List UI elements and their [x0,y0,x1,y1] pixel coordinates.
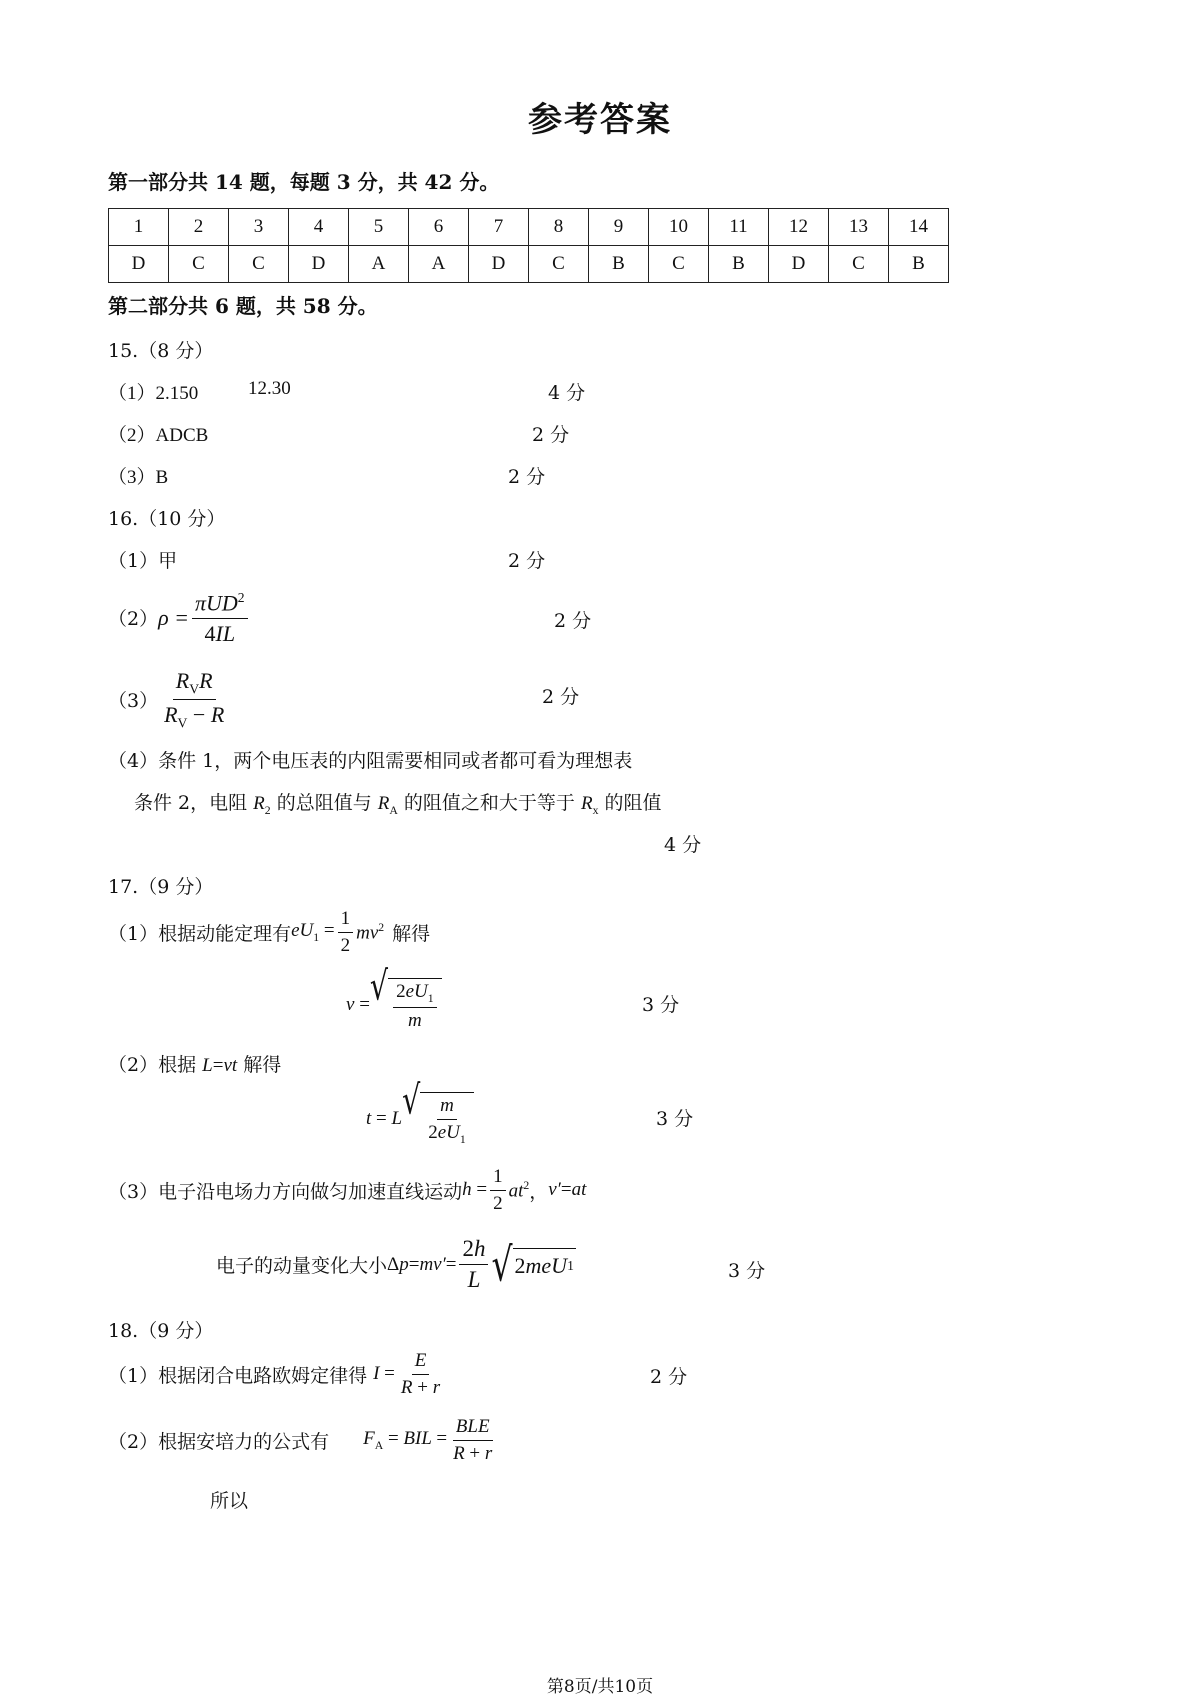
q16-line5-part-a: 条件 2，电阻 [134,792,254,814]
rx-symbol: $R_x$ [580,793,599,817]
ble-fraction: $\frac{\text{BLE}}{R + r}$ [453,1416,493,1464]
rho-fraction: $\frac{\pi UD^2}{4IL}$ [192,590,248,646]
answer-number-cell: 3 [229,209,289,246]
q16-line3-label: （3） [108,690,159,713]
current-formula: I = [373,1363,395,1385]
q17-line5 [108,1166,586,1215]
q17-header: 17.（9 分） [108,876,214,898]
part1-header: 第一部分共 14 题，每题 3 分，共 42 分。 [108,170,500,194]
q17-line2 [346,962,442,1032]
l-vt-formula: L=vt [202,1055,238,1076]
answer-letter-cell: C [829,246,889,283]
half-fraction: $\frac{1}{2}$ [338,908,354,957]
answer-letter-cell: D [109,246,169,283]
answer-letter-cell: B [589,246,649,283]
q17-line3-solve: 解得 [237,1054,282,1076]
r2-symbol: $R_2$ [253,793,271,817]
answer-number-cell: 8 [529,209,589,246]
v-formula: v = [346,994,370,1016]
q16-line4: （4）条件 1，两个电压表的内阻需要相同或者都可看为理想表 [108,750,633,772]
part2-header: 第二部分共 6 题，共 58 分。 [108,294,378,318]
q15-line2: （2）ADCB [108,425,209,446]
ampere-formula: $F_A$ = BIL = [363,1427,448,1452]
e-over-rr-fraction: $\frac{E}{R + r}$ [400,1350,441,1398]
q16-line1: （1）甲 [108,550,178,572]
q18-line2-text: （2）根据安培力的公式有 [108,1430,330,1453]
answer-letter-cell: C [229,246,289,283]
answer-number-cell: 14 [889,209,949,246]
q17-line1 [108,908,430,957]
q16-line2-score: 2 分 [554,610,592,632]
answer-number-row [109,209,949,246]
answer-letter-cell: C [529,246,589,283]
q17-line4-score: 3 分 [656,1108,694,1130]
q15-header: 15.（8 分） [108,340,214,362]
2meu-sqrt: √ 2 meU 1 [491,1237,574,1293]
q17-line5-text: （3）电子沿电场力方向做匀加速直线运动 [108,1180,463,1203]
q17-line2-score: 3 分 [642,994,680,1016]
answer-letter-cell: D [769,246,829,283]
comma-separator: ， [529,1180,549,1203]
answer-table [108,208,949,283]
rho-formula: ρ = [158,604,189,630]
answer-letter-cell: A [349,246,409,283]
q16-line5-part-c: 的阻值之和大于等于 [397,792,581,814]
q18-line1-text: （1）根据闭合电路欧姆定律得 [108,1364,368,1387]
at2-term: $at^2$ [508,1178,530,1201]
answer-number-cell: 4 [289,209,349,246]
q16-line5-score: 4 分 [664,834,702,856]
t-formula: t = L [366,1108,403,1130]
q16-line1-score: 2 分 [508,550,546,572]
h-formula: h = [462,1179,488,1201]
q16-line2 [108,590,251,646]
q17-line3-text: （2）根据 [108,1054,203,1076]
answer-number-cell: 7 [469,209,529,246]
answer-number-cell: 1 [109,209,169,246]
q17-line1-text: （1）根据动能定理有 [108,922,292,945]
q17-line1-solve: 解得 [392,922,431,945]
answer-letter-cell: A [409,246,469,283]
energy-formula: $eU_1$ = [291,919,335,944]
ra-symbol: $R_A$ [377,793,398,817]
q15-line1-second-value: 12.30 [248,378,291,399]
answer-number-cell: 12 [769,209,829,246]
answer-letter-cell: B [709,246,769,283]
q18-line2 [108,1416,498,1465]
q17-line4 [366,1076,474,1146]
q15-line3: （3）B [108,467,169,488]
answer-letter-cell: C [169,246,229,283]
v-sqrt: √ $\frac{2eU_1}{m}$ [370,978,442,1032]
answer-letter-cell: D [469,246,529,283]
h-half-fraction: $\frac{1}{2}$ [490,1166,506,1215]
answer-letter-cell: C [649,246,709,283]
q15-line2-score: 2 分 [532,424,570,446]
q18-line1-score: 2 分 [650,1366,688,1388]
q16-line5-part-b: 的总阻值与 [270,792,378,814]
rv-fraction: $\frac{R_VR}{R_V - R}$ [164,668,225,731]
page-title: 参考答案 [528,100,672,140]
q15-line3-score: 2 分 [508,466,546,488]
answer-number-cell: 5 [349,209,409,246]
q16-header: 16.（10 分） [108,508,226,530]
answer-number-cell: 13 [829,209,889,246]
answer-letter-cell: D [289,246,349,283]
q16-line3 [108,668,230,731]
q17-line6 [216,1236,576,1294]
q15-line1: （1）2.150 [108,383,199,404]
answer-number-cell: 6 [409,209,469,246]
answer-letter-cell: B [889,246,949,283]
v-prime-formula: v′=at [548,1179,587,1201]
answer-number-cell: 9 [589,209,649,246]
t-sqrt: √ $\frac{m}{2eU_1}$ [402,1092,474,1146]
q18-line1 [108,1350,446,1399]
q16-line2-label: （2） [108,608,159,631]
q17-line3 [108,1050,281,1077]
answer-number-cell: 2 [169,209,229,246]
2h-over-l-fraction: $\frac{2h}{L}$ [459,1236,488,1294]
q18-header: 18.（9 分） [108,1320,214,1342]
answer-number-cell: 11 [709,209,769,246]
q16-line5 [134,788,662,818]
q16-line5-part-d: 的阻值 [598,792,662,814]
answer-letter-row [109,246,949,283]
q16-line3-score: 2 分 [542,686,580,708]
delta-p-formula: Δp=mv′= [387,1253,457,1275]
mv2-term: $mv^2$ [356,920,385,943]
q18-line3: 所以 [210,1490,249,1512]
answer-number-cell: 10 [649,209,709,246]
q15-line1-score: 4 分 [548,382,586,404]
page-footer: 第8页/共10页 [546,1677,654,1697]
q17-line6-score: 3 分 [728,1260,766,1282]
q17-line6-text: 电子的动量变化大小 [216,1255,388,1278]
